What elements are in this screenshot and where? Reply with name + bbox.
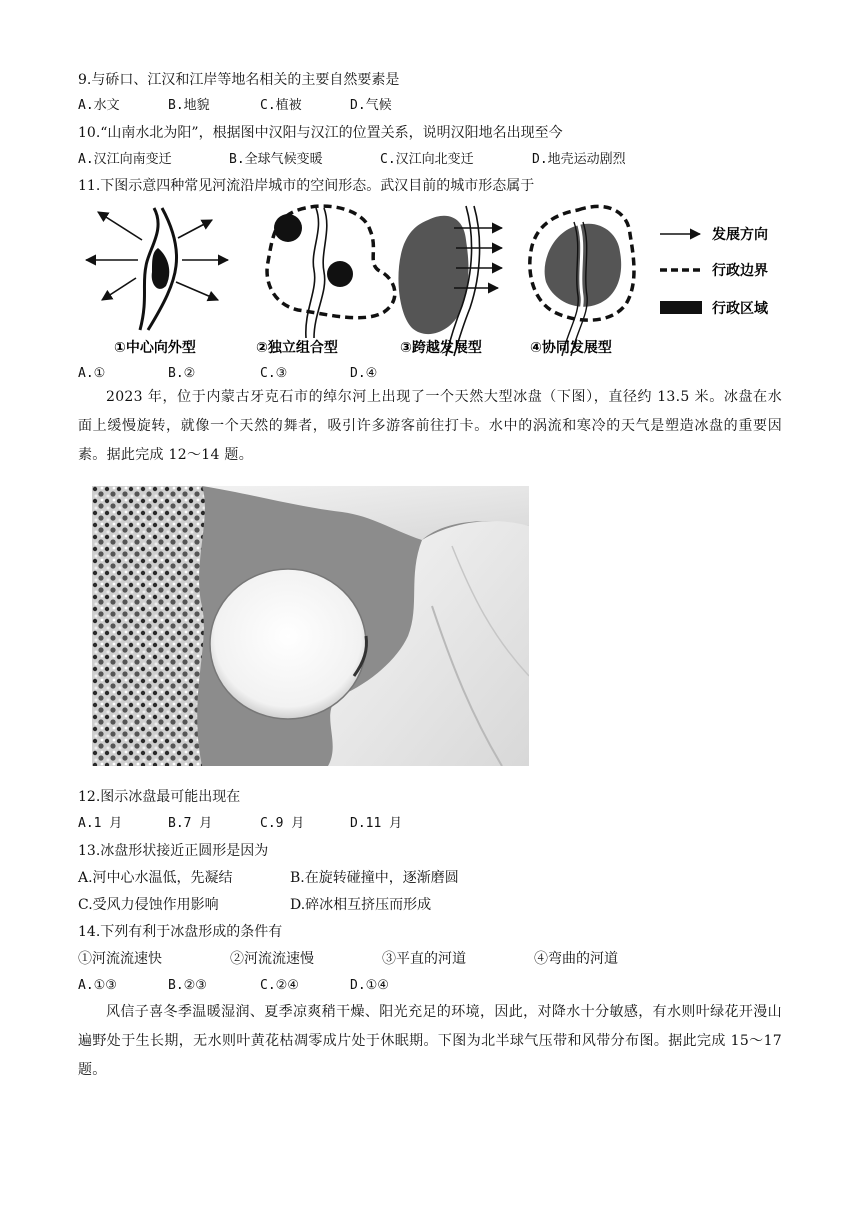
q14-option-b: B.②③: [168, 978, 207, 993]
q14-option-c: C.②④: [260, 978, 299, 993]
legend-area-icon: [660, 301, 702, 314]
panel-cross-river: [398, 206, 502, 356]
q14-option-d: D.①④: [350, 978, 389, 993]
q13-option-d: D.碎冰相互挤压而形成: [290, 897, 432, 913]
q13-option-b: B.在旋转碰撞中，逐渐磨圆: [290, 870, 459, 886]
q14-condition-1: ①河流流速快: [78, 951, 162, 967]
q12-option-b: B.7 月: [168, 816, 213, 831]
q10-option-d: D.地壳运动剧烈: [532, 152, 626, 167]
q9-option-d: D.气候: [350, 98, 392, 113]
q10-stem: 10.“山南水北为阳”，根据图中汉阳与汉江的位置关系，说明汉阳地名出现至今: [78, 125, 563, 141]
q9-option-a: A.水文: [78, 98, 120, 113]
legend-boundary: 行政边界: [712, 263, 768, 279]
q10-option-b: B.全球气候变暖: [229, 152, 323, 167]
city-form-diagram: [78, 200, 790, 362]
caption-center-outward: ①中心向外型: [114, 340, 196, 356]
caption-coordinated: ④协同发展型: [530, 340, 612, 356]
q11-option-d: D.④: [350, 366, 378, 381]
legend: [660, 226, 769, 317]
passage-ice-disk: 2023 年，位于内蒙古牙克石市的绰尔河上出现了一个天然大型冰盘（下图），直径约 13.5 米。冰盘在水面上缓慢旋转，就像一个天然的舞者，吸引许多游客前往打卡。水中的涡流和寒冷的天气是塑造冰盘的重要因素。据此完成 12～14 题。: [78, 389, 782, 463]
q10-option-a: A.汉江向南变迁: [78, 152, 172, 167]
q11-option-b: B.②: [168, 366, 196, 381]
q11-option-c: C.③: [260, 366, 288, 381]
q11-stem: 11.下图示意四种常见河流沿岸城市的空间形态。武汉目前的城市形态属于: [78, 178, 535, 194]
legend-area: 行政区域: [712, 301, 768, 317]
q14-option-a: A.①③: [78, 978, 117, 993]
q13-option-a: A.河中心水温低，先凝结: [78, 870, 233, 886]
q10-option-c: C.汉江向北变迁: [380, 152, 474, 167]
panel-independent: [267, 206, 395, 338]
ice-disk-photo: [92, 486, 529, 766]
q9-option-b: B.地貌: [168, 98, 210, 113]
q12-option-d: D.11 月: [350, 816, 403, 831]
panel-center-outward: [86, 208, 228, 330]
caption-cross-river: ③跨越发展型: [400, 340, 482, 356]
q13-option-c: C.受风力侵蚀作用影响: [78, 897, 219, 913]
q14-condition-4: ④弯曲的河道: [534, 951, 618, 967]
q14-stem: 14.下列有利于冰盘形成的条件有: [78, 924, 283, 940]
passage-hyacinth: 风信子喜冬季温暖湿润、夏季凉爽稍干燥、阳光充足的环境，因此，对降水十分敏感，有水则叶绿花开漫山遍野处于生长期，无水则叶黄花枯凋零成片处于休眠期。下图为北半球气压带和风带分布图。据此完成 15～17 题。: [78, 1004, 782, 1078]
q14-condition-3: ③平直的河道: [382, 951, 466, 967]
q12-option-c: C.9 月: [260, 816, 305, 831]
q13-stem: 13.冰盘形状接近正圆形是因为: [78, 843, 269, 859]
q9-stem: 9.与硚口、江汉和江岸等地名相关的主要自然要素是: [78, 72, 400, 88]
caption-independent: ②独立组合型: [256, 340, 338, 356]
q12-option-a: A.1 月: [78, 816, 123, 831]
q9-option-c: C.植被: [260, 98, 302, 113]
panel-coordinated: [530, 206, 634, 356]
q14-condition-2: ②河流流速慢: [230, 951, 314, 967]
q11-option-a: A.①: [78, 366, 106, 381]
q12-stem: 12.图示冰盘最可能出现在: [78, 789, 241, 805]
legend-direction: 发展方向: [712, 227, 768, 243]
